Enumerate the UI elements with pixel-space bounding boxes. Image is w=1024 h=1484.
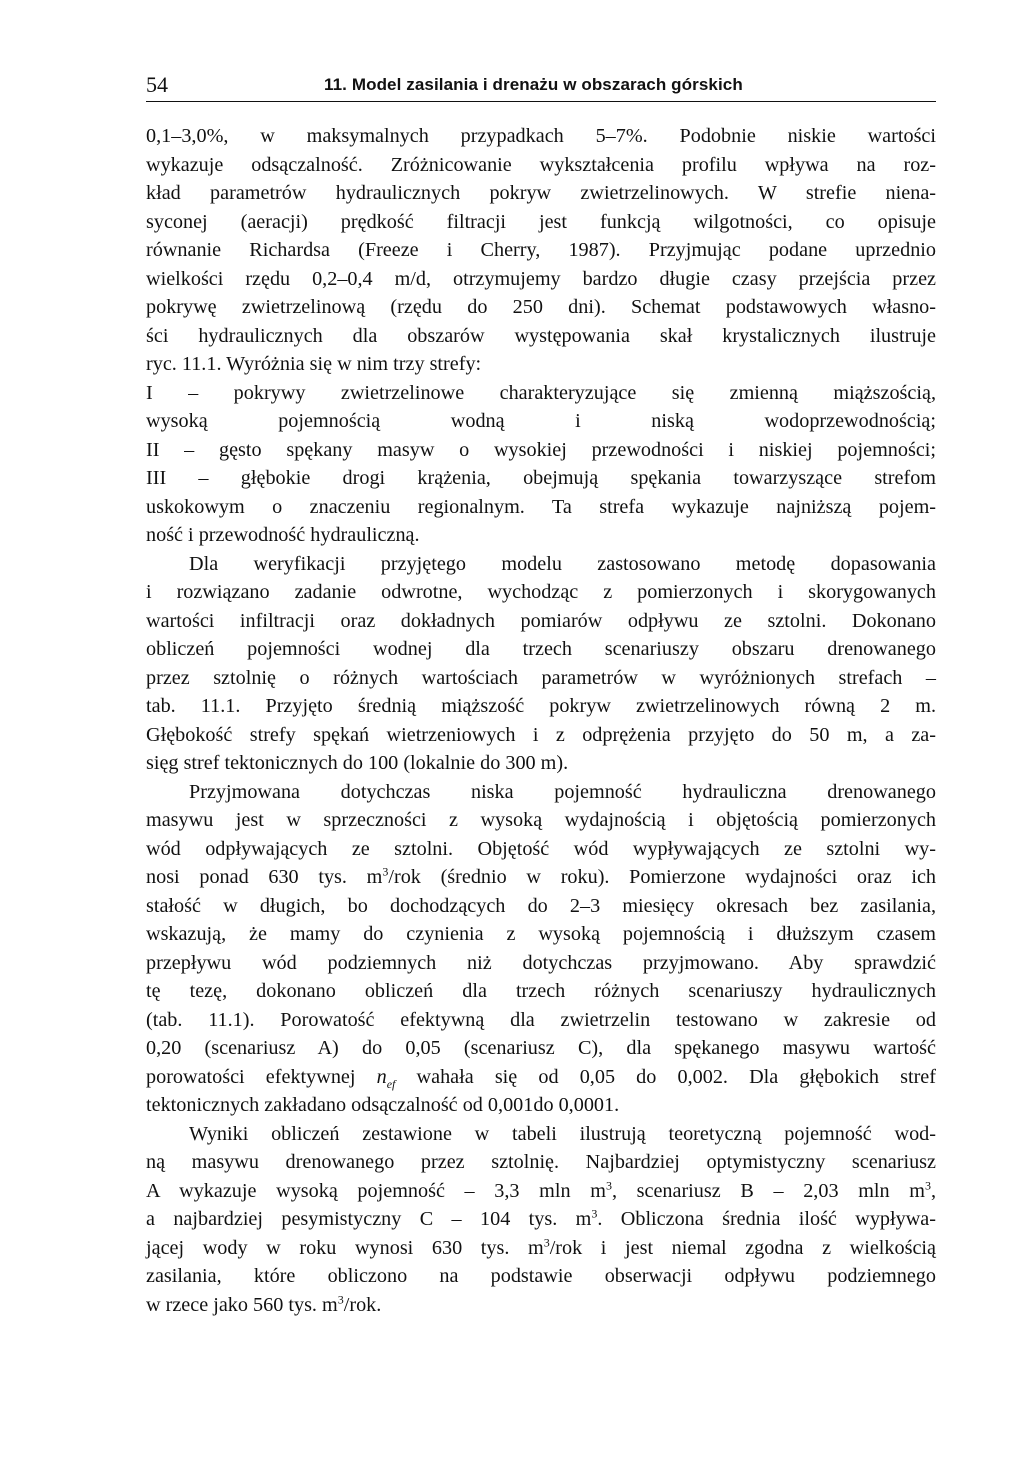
text-line: 0,20 (scenariusz A) do 0,05 (scenariusz C), dla spękanego masywu wartość bbox=[146, 1037, 936, 1059]
text-line: ryc. 11.1. Wyróżnia się w nim trzy strefy: bbox=[146, 353, 482, 375]
text-line: pokrywę zwietrzelinową (rzędu do 250 dni). Schemat podstawowych własno- bbox=[146, 296, 936, 318]
text-line: i rozwiązano zadanie odwrotne, wychodząc z pomierzonych i skorygowanych bbox=[146, 581, 936, 603]
text-line: ści hydraulicznych dla obszarów występowania skał krystalicznych ilustruje bbox=[146, 324, 936, 347]
text-line: tę tezę, dokonano obliczeń dla trzech różnych scenariuszy hydraulicznych bbox=[146, 980, 936, 1002]
text-line: a najbardziej pesymistyczny C – 104 tys. $m^3$. Obliczona średnia ilość wypływa- bbox=[146, 1206, 936, 1230]
text-line: III – głębokie drogi krążenia, obejmują spękania towarzyszące strefom bbox=[146, 467, 936, 489]
text-line: tektonicznych zakładano odsączalność od 0,001do 0,0001. bbox=[146, 1094, 620, 1116]
text-line: II – gęsto spękany masyw o wysokiej przewodności i niskiej pojemności; bbox=[146, 438, 936, 461]
header-rule bbox=[146, 101, 936, 102]
text-line: 0,1–3,0%, w maksymalnych przypadkach 5–7%. Podobnie niskie wartości bbox=[146, 125, 936, 147]
text-line: kład parametrów hydraulicznych pokryw zwietrzelinowych. W strefie niena- bbox=[146, 182, 936, 204]
text-line: sięg stref tektonicznych do 100 (lokalnie do 300 m). bbox=[146, 752, 569, 774]
text-line: stałość w długich, bo dochodzących do 2–3 miesięcy okresach bez zasilania, bbox=[146, 894, 936, 917]
text-line: obliczeń pojemności wodnej dla trzech scenariuszy obszaru drenowanego bbox=[146, 638, 936, 660]
text-line: Głębokość strefy spękań wietrzeniowych i z odprężenia przyjęto do 50 m, a za- bbox=[146, 723, 936, 746]
body-text bbox=[146, 122, 936, 1319]
text-line: przepływu wód podziemnych niż dotychczas przyjmowano. Aby sprawdzić bbox=[146, 951, 936, 974]
text-line: przez sztolnię o różnych wartościach parametrów w wyróżnionych strefach – bbox=[146, 666, 936, 689]
text-line: w rzece jako 560 tys. $m^3$/rok. bbox=[146, 1291, 382, 1316]
text-line: I – pokrywy zwietrzelinowe charakteryzujące się zmienną miąższością, bbox=[146, 381, 936, 404]
page-number: 54 bbox=[146, 72, 168, 97]
text-line: wskazują, że mamy do czynienia z wysoką pojemnością i dłuższym czasem bbox=[146, 923, 936, 945]
text-line: Dla weryfikacji przyjętego modelu zastosowano metodę dopasowania bbox=[189, 552, 936, 575]
text-line: uskokowym o znaczeniu regionalnym. Ta strefa wykazuje najniższą pojem- bbox=[146, 495, 936, 518]
text-line: Przyjmowana dotychczas niska pojemność hydrauliczna drenowanego bbox=[189, 780, 936, 803]
text-line: ność i przewodność hydrauliczną. bbox=[146, 524, 420, 546]
text-line: wykazuje odsączalność. Zróżnicowanie wykształcenia profilu wpływa na roz- bbox=[146, 153, 936, 176]
running-title: 11. Model zasilania i drenażu w obszarach górskich bbox=[324, 75, 743, 94]
text-line: porowatości efektywnej $n_{ef}$ wahała się od 0,05 do 0,002. Dla głębokich stref bbox=[146, 1065, 936, 1091]
text-line: tab. 11.1. Przyjęto średnią miąższość pokryw zwietrzelinowych równą 2 m. bbox=[146, 695, 936, 717]
text-line: A wykazuje wysoką pojemność – 3,3 mln $m^3$, scenariusz B – 2,03 mln $m^3$, bbox=[146, 1177, 936, 1202]
text-line: masywu jest w sprzeczności z wysoką wydajnością i objętością pomierzonych bbox=[146, 809, 936, 831]
text-line: wysoką pojemnością wodną i niską wodoprzewodnością; bbox=[146, 410, 936, 432]
text-line: jącej wody w roku wynosi 630 tys. $m^3$/rok i jest niemal zgodna z wielkością bbox=[146, 1234, 936, 1259]
text-line: wartości infiltracji oraz dokładnych pomiarów odpływu ze sztolni. Dokonano bbox=[146, 609, 936, 632]
text-line: Wyniki obliczeń zestawione w tabeli ilustrują teoretyczną pojemność wod- bbox=[189, 1122, 936, 1145]
text-line: syconej (aeracji) prędkość filtracji jest funkcją wilgotności, co opisuje bbox=[146, 210, 936, 233]
text-line: zasilania, które obliczono na podstawie obserwacji odpływu podziemnego bbox=[146, 1265, 936, 1287]
text-line: wielkości rzędu 0,2–0,4 m/d, otrzymujemy bardzo długie czasy przejścia przez bbox=[146, 267, 936, 290]
text-line: wód odpływających ze sztolni. Objętość wód wypływających ze sztolni wy- bbox=[146, 837, 936, 860]
text-line: ną masywu drenowanego przez sztolnię. Najbardziej optymistyczny scenariusz bbox=[146, 1151, 936, 1173]
page-header bbox=[146, 72, 936, 98]
text-line: (tab. 11.1). Porowatość efektywną dla zwietrzelin testowano w zakresie od bbox=[146, 1008, 936, 1031]
text-line: równanie Richardsa (Freeze i Cherry, 1987). Przyjmując podane uprzednio bbox=[146, 239, 936, 261]
text-line: nosi ponad 630 tys. $m^3$/rok (średnio w roku). Pomierzone wydajności oraz ich bbox=[146, 864, 937, 888]
